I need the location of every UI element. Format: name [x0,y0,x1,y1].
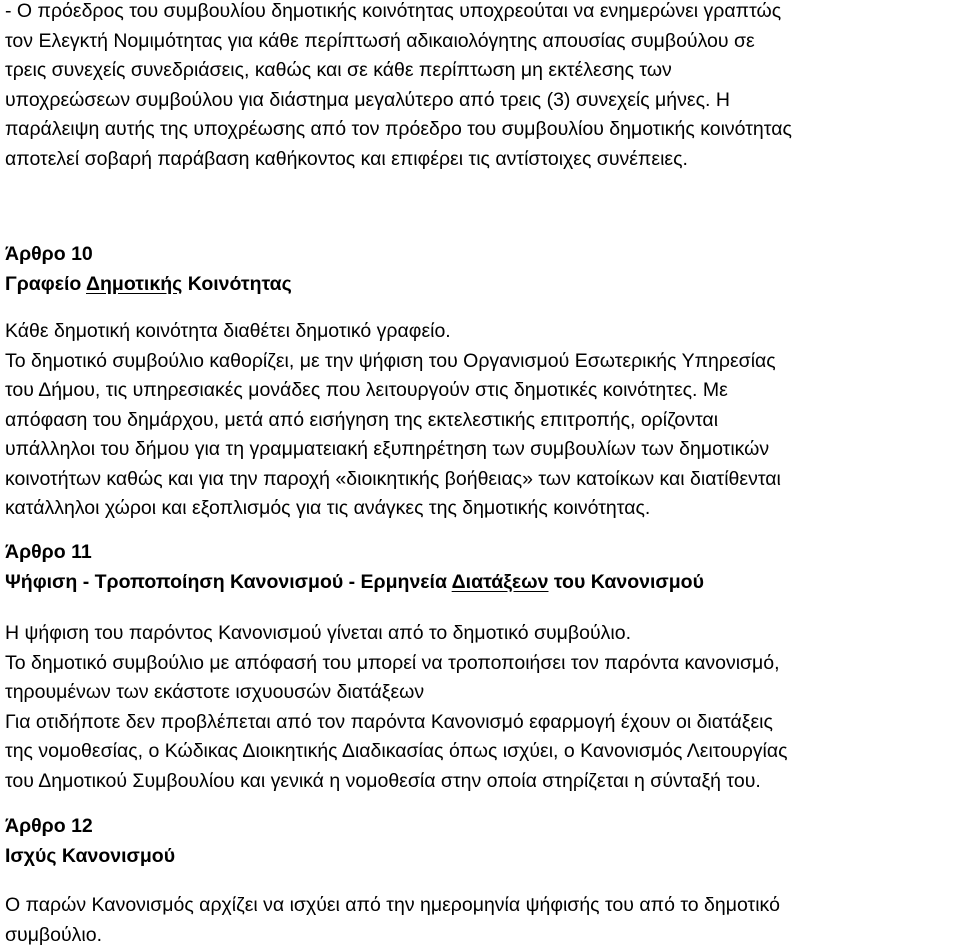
text-line: παράλειψη αυτής της υποχρέωσης από τον πρόεδρο του συμβουλίου δημοτικής κοινότητας [5,118,792,140]
text-line: - Ο πρόεδρος του συμβουλίου δημοτικής κοινότητας υποχρεούται να ενημερώνει γραπτώς [5,0,782,22]
text-line: της νομοθεσίας, ο Κώδικας Διοικητικής Διαδικασίας όπως ισχύει, ο Κανονισμός Λειτουργίας [5,740,788,762]
article-title [5,270,960,300]
text-line: Το δημοτικό συμβούλιο με απόφασή του μπορεί να τροποποιήσει τον παρόντα κανονισμό, [5,651,780,674]
text-line: του Δήμου, τις υπηρεσιακές μονάδες που λειτουργούν στις δημοτικές κοινότητες. Με [5,379,728,401]
article-number: Άρθρο 12 [5,815,93,837]
intro-paragraph [5,0,960,174]
article-10-heading [5,240,960,299]
text-line: τον Ελεγκτή Νομιμότητας για κάθε περίπτωσή αδικαιολόγητης απουσίας συμβούλου σε [5,29,755,52]
article-title-part: Κοινότητας [182,272,292,295]
text-line: τηρουμένων των εκάστοτε ισχυουσών διατάξεων [5,681,425,703]
text-line: Το δημοτικό συμβούλιο καθορίζει, με την ψήφιση του Οργανισμού Εσωτερικής Υπηρεσίας [5,349,776,372]
article-title-part: Γραφείο [5,272,86,295]
text-line: κοινοτήτων καθώς και για την παροχή «διοικητικής βοήθειας» των κατοίκων και διατίθενται [5,467,781,490]
article-title-part: Διατάξεων [451,570,549,593]
text-line: Ο παρών Κανονισμός αρχίζει να ισχύει από την ημερομηνία ψήφισής του από το δημοτικό [5,894,780,916]
text-line: υπάλληλοι του δήμου για τη γραμματειακή εξυπηρέτηση των συμβουλίων των δημοτικών [5,438,770,460]
article-number: Άρθρο 10 [5,243,93,265]
article-title: Ισχύς Κανονισμού [5,844,176,867]
article-title-part: Δημοτικής [86,272,183,295]
article-12-body [5,891,960,950]
text-line: Για οτιδήποτε δεν προβλέπεται από τον παρόντα Κανονισμό εφαρμογή έχουν οι διατάξεις [5,710,773,733]
article-12-heading [5,812,960,871]
text-line: Η ψήφιση του παρόντος Κανονισμού γίνεται από το δημοτικό συμβούλιο. [5,622,631,644]
text-line: αποτελεί σοβαρή παράβαση καθήκοντος και επιφέρει τις αντίστοιχες συνέπειες. [5,147,688,170]
text-line: κατάλληλοι χώροι και εξοπλισμός για τις ανάγκες της δημοτικής κοινότητας. [5,497,651,519]
article-11-heading [5,538,960,597]
text-line: του Δημοτικού Συμβουλίου και γενικά η νομοθεσία στην οποία στηρίζεται η σύνταξή του. [5,769,761,792]
text-line: Κάθε δημοτική κοινότητα διαθέτει δημοτικό γραφείο. [5,320,451,342]
text-line: υποχρεώσεων συμβούλου για διάστημα μεγαλύτερο από τρεις (3) συνεχείς μήνες. Η [5,88,730,111]
article-title-part: Ψήφιση - Τροποποίηση Κανονισμού - Ερμηνεία [5,570,452,593]
article-title-part: του Κανονισμού [548,570,704,593]
article-title [5,568,960,598]
article-11-body [5,619,960,796]
article-number: Άρθρο 11 [5,541,92,563]
text-line: συμβούλιο. [5,923,103,946]
article-10-body [5,317,960,524]
text-line: απόφαση του δημάρχου, μετά από εισήγηση της εκτελεστικής επιτροπής, ορίζονται [5,408,719,431]
text-line: τρεις συνεχείς συνεδριάσεις, καθώς και σε κάθε περίπτωση μη εκτέλεσης των [5,59,672,81]
